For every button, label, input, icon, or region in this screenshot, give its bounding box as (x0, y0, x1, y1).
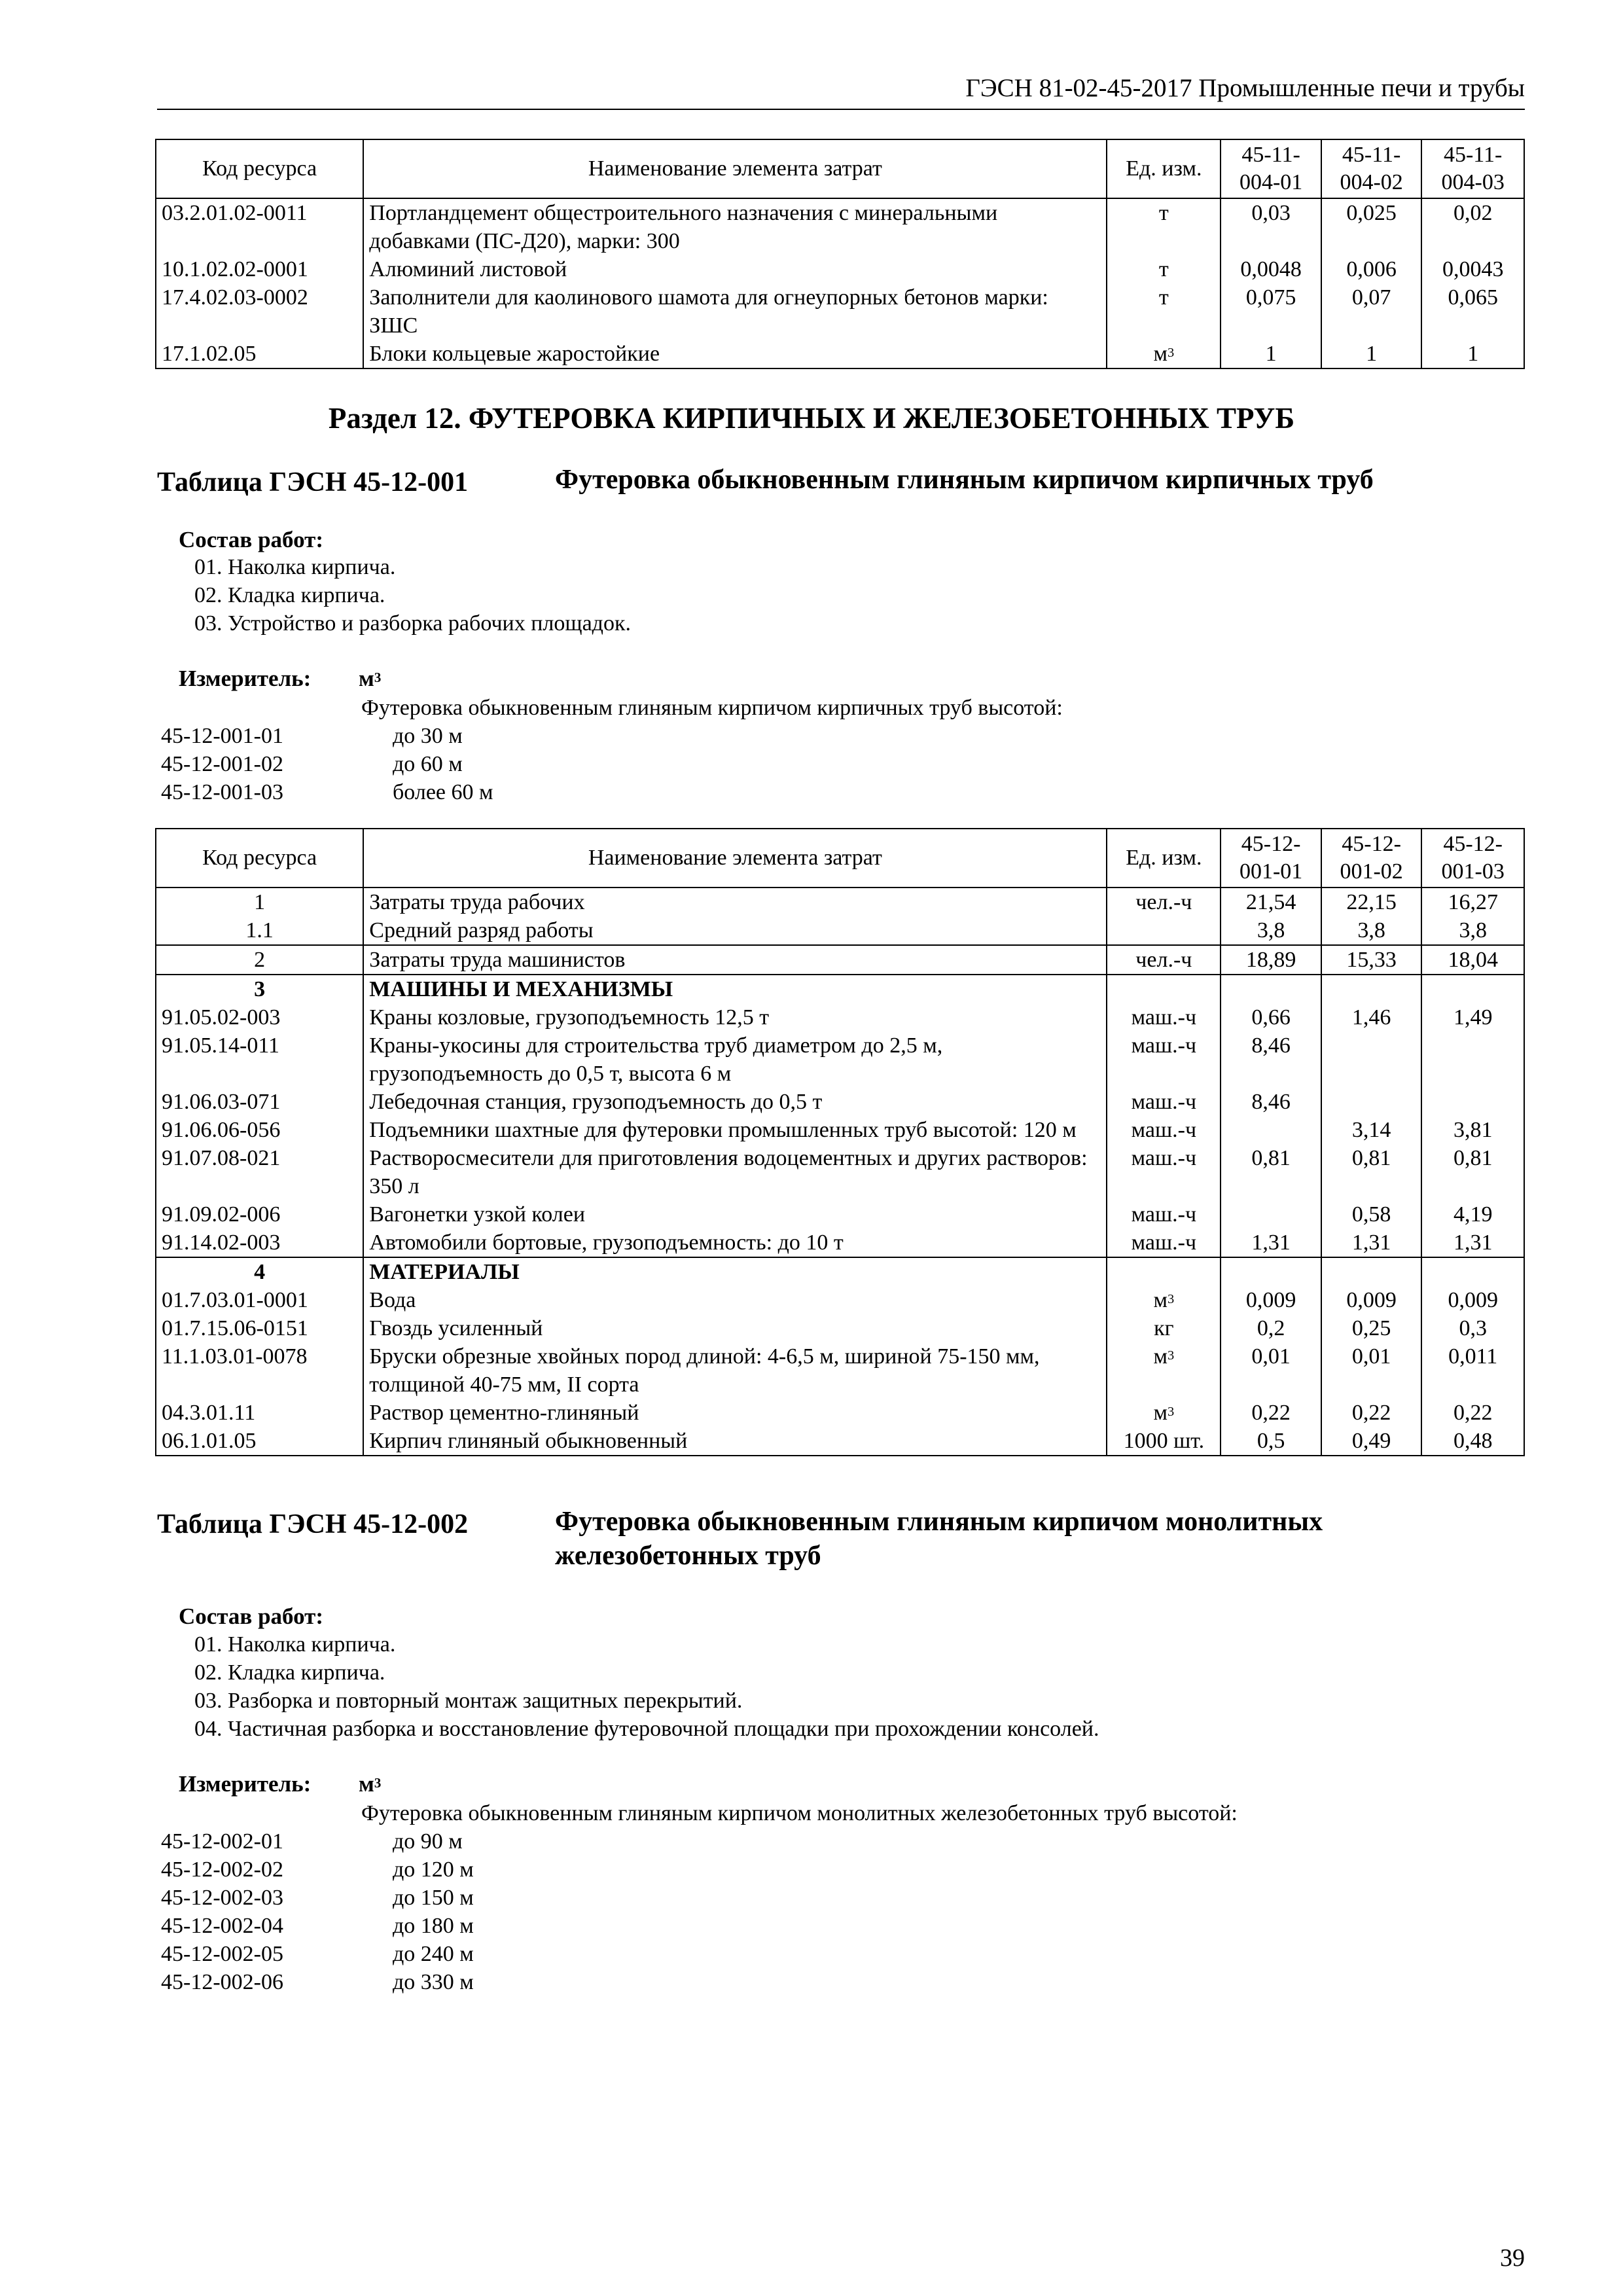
cell-value: 1,31 (1421, 1229, 1524, 1257)
table-row (156, 198, 1524, 255)
table-2-work-item: 01. Наколка кирпича. (194, 1632, 396, 1657)
cell-value: 18,04 (1421, 945, 1524, 975)
cell-value: 0,025 (1321, 198, 1422, 255)
cell-code: 91.06.06-056 (156, 1116, 363, 1144)
norm-text: более 60 м (393, 780, 493, 804)
table-row (156, 1088, 1524, 1116)
norm-text: до 180 м (393, 1914, 474, 1938)
col-header-norm-1: 45-12-001-01 (1221, 829, 1321, 888)
table-1-measure-unit (359, 666, 381, 692)
table-2-work-item: 04. Частичная разборка и восстановление футеровочной площадки при прохождении консолей. (194, 1717, 1099, 1741)
table-2-label: Таблица ГЭСН 45-12-002 (157, 1509, 469, 1539)
cell-value (1321, 975, 1422, 1003)
cell-name: Краны-укосины для строительства труб диаметром до 2,5 м, грузоподъемность до 0,5 т, высота 6 м (363, 1031, 1107, 1088)
col-header-norm-1: 45-11-004-01 (1221, 139, 1321, 198)
cell-value: 0,22 (1221, 1399, 1321, 1427)
cell-value: 1,31 (1321, 1229, 1422, 1257)
cell-value: 0,81 (1421, 1144, 1524, 1200)
cell-name: Блоки кольцевые жаростойкие (363, 340, 1107, 368)
cell-name: Краны козловые, грузоподъемность 12,5 т (363, 1003, 1107, 1031)
norm-text: до 150 м (393, 1886, 474, 1910)
table-1-work-item: 03. Устройство и разборка рабочих площадок. (194, 611, 631, 636)
table-1-work-item: 02. Кладка кирпича. (194, 583, 385, 607)
cell-unit (1107, 1399, 1221, 1427)
table-2-name-line-1: Футеровка обыкновенным глиняным кирпичом монолитных (555, 1507, 1323, 1537)
measure-unit-text: м (359, 1771, 374, 1797)
cell-code: 91.05.14-011 (156, 1031, 363, 1088)
cell-value: 0,07 (1321, 283, 1422, 340)
cell-code: 17.4.02.03-0002 (156, 283, 363, 340)
cell-code: 10.1.02.02-0001 (156, 255, 363, 283)
cell-value: 0,81 (1221, 1144, 1321, 1200)
table-1-work-item: 01. Наколка кирпича. (194, 555, 396, 579)
section-title: Раздел 12. ФУТЕРОВКА КИРПИЧНЫХ И ЖЕЛЕЗОБЕТОННЫХ ТРУБ (328, 402, 1295, 435)
cell-value: 18,89 (1221, 945, 1321, 975)
unit-superscript: 3 (1168, 345, 1175, 360)
norm-text: до 120 м (393, 1857, 474, 1882)
cell-value: 3,14 (1321, 1116, 1422, 1144)
cell-value: 0,49 (1321, 1427, 1422, 1456)
cell-value: 8,46 (1221, 1031, 1321, 1088)
unit-text: м (1153, 1344, 1168, 1369)
cell-code: 91.05.02-003 (156, 1003, 363, 1031)
cell-value: 16,27 (1421, 888, 1524, 916)
cell-unit: чел.-ч (1107, 888, 1221, 916)
cell-name: Средний разряд работы (363, 916, 1107, 945)
table-2-measure-unit (359, 1771, 381, 1797)
table-row (156, 1031, 1524, 1088)
cell-code: 91.14.02-003 (156, 1229, 363, 1257)
cell-value: 1,49 (1421, 1003, 1524, 1031)
cell-value: 1,46 (1321, 1003, 1422, 1031)
cell-value: 0,075 (1221, 283, 1321, 340)
cell-value: 3,8 (1321, 916, 1422, 945)
norm-code: 45-12-001-01 (161, 724, 283, 748)
table-row (156, 945, 1524, 975)
cell-value: 0,0043 (1421, 255, 1524, 283)
cell-value: 0,02 (1421, 198, 1524, 255)
col-header-norm-2: 45-11-004-02 (1321, 139, 1422, 198)
cell-unit (1107, 340, 1221, 368)
measure-unit-superscript: 3 (374, 669, 382, 685)
cell-value: 0,22 (1321, 1399, 1422, 1427)
measure-unit-superscript: 3 (374, 1774, 382, 1791)
cell-value: 0,66 (1221, 1003, 1321, 1031)
unit-text: м (1153, 342, 1168, 366)
cell-value: 0,3 (1421, 1314, 1524, 1342)
unit-superscript: 3 (1168, 1348, 1175, 1363)
cell-code: 11.1.03.01-0078 (156, 1342, 363, 1399)
norm-code: 45-12-001-02 (161, 752, 283, 776)
cell-unit: т (1107, 283, 1221, 340)
cell-unit: маш.-ч (1107, 1116, 1221, 1144)
cell-name: Раствор цементно-глиняный (363, 1399, 1107, 1427)
table-row (156, 888, 1524, 916)
table-row (156, 1200, 1524, 1229)
cell-unit: т (1107, 198, 1221, 255)
cell-code: 01.7.15.06-0151 (156, 1314, 363, 1342)
cell-code: 01.7.03.01-0001 (156, 1286, 363, 1314)
table-2-description: Футеровка обыкновенным глиняным кирпичом монолитных железобетонных труб высотой: (361, 1801, 1238, 1825)
col-header-name: Наименование элемента затрат (363, 139, 1107, 198)
norm-text: до 60 м (393, 752, 463, 776)
cell-unit (1107, 916, 1221, 945)
unit-text: м (1153, 1401, 1168, 1425)
table-2-work-item: 03. Разборка и повторный монтаж защитных перекрытий. (194, 1689, 743, 1713)
page-number: 39 (1500, 2244, 1525, 2272)
table-row (156, 255, 1524, 283)
cell-unit (1107, 1286, 1221, 1314)
cell-code: 3 (156, 975, 363, 1003)
table-1-measure-label: Измеритель: (179, 666, 312, 691)
cell-value: 3,8 (1221, 916, 1321, 945)
norm-text: до 240 м (393, 1942, 474, 1966)
unit-superscript: 3 (1168, 1404, 1175, 1419)
table-1-name: Футеровка обыкновенным глиняным кирпичом кирпичных труб (555, 465, 1374, 495)
table-2-measure-label: Измеритель: (179, 1771, 312, 1797)
table-row (156, 1314, 1524, 1342)
table-1-label: Таблица ГЭСН 45-12-001 (157, 467, 469, 497)
norm-code: 45-12-002-06 (161, 1970, 283, 1994)
norm-code: 45-12-002-03 (161, 1886, 283, 1910)
table-header-row (156, 829, 1524, 888)
table-header-row (156, 139, 1524, 198)
cell-code: 1.1 (156, 916, 363, 945)
table-row (156, 1257, 1524, 1286)
norm-text: до 30 м (393, 724, 463, 748)
cell-value (1221, 975, 1321, 1003)
cell-value: 3,81 (1421, 1116, 1524, 1144)
cell-value (1221, 1257, 1321, 1286)
resource-table-45-11-004 (155, 139, 1525, 369)
cell-value: 0,006 (1321, 255, 1422, 283)
cell-unit: маш.-ч (1107, 1031, 1221, 1088)
cell-value: 0,2 (1221, 1314, 1321, 1342)
cell-code: 2 (156, 945, 363, 975)
norm-code: 45-12-001-03 (161, 780, 283, 804)
cell-code: 91.06.03-071 (156, 1088, 363, 1116)
header-rule (157, 109, 1525, 110)
norm-code: 45-12-002-04 (161, 1914, 283, 1938)
cell-value: 0,5 (1221, 1427, 1321, 1456)
cell-unit: маш.-ч (1107, 1200, 1221, 1229)
cell-code: 17.1.02.05 (156, 340, 363, 368)
cell-value: 0,009 (1421, 1286, 1524, 1314)
col-header-name: Наименование элемента затрат (363, 829, 1107, 888)
table-row (156, 340, 1524, 368)
cell-unit: маш.-ч (1107, 1003, 1221, 1031)
cell-value (1321, 1257, 1422, 1286)
cell-value: 3,8 (1421, 916, 1524, 945)
col-header-code: Код ресурса (156, 139, 363, 198)
cell-name: Заполнители для каолинового шамота для огнеупорных бетонов марки: ЗШС (363, 283, 1107, 340)
cell-value: 8,46 (1221, 1088, 1321, 1116)
cell-value (1221, 1200, 1321, 1229)
cell-value: 15,33 (1321, 945, 1422, 975)
norm-code: 45-12-002-01 (161, 1829, 283, 1854)
measure-unit-text: м (359, 666, 374, 691)
cell-value (1221, 1116, 1321, 1144)
cell-code: 04.3.01.11 (156, 1399, 363, 1427)
cell-value: 1 (1321, 340, 1422, 368)
cell-value: 0,81 (1321, 1144, 1422, 1200)
table-row (156, 1003, 1524, 1031)
cell-value: 0,25 (1321, 1314, 1422, 1342)
cell-unit: маш.-ч (1107, 1229, 1221, 1257)
cell-unit (1107, 1342, 1221, 1399)
table-row (156, 1427, 1524, 1456)
col-header-norm-3: 45-12-001-03 (1421, 829, 1524, 888)
cell-code: 4 (156, 1257, 363, 1286)
cell-unit: маш.-ч (1107, 1144, 1221, 1200)
cell-value: 0,011 (1421, 1342, 1524, 1399)
cell-name: Бруски обрезные хвойных пород длиной: 4-6,5 м, шириной 75-150 мм, толщиной 40-75 мм, II сорта (363, 1342, 1107, 1399)
cell-value: 21,54 (1221, 888, 1321, 916)
cell-value: 1,31 (1221, 1229, 1321, 1257)
col-header-unit: Ед. изм. (1107, 829, 1221, 888)
col-header-norm-3: 45-11-004-03 (1421, 139, 1524, 198)
table-row (156, 1144, 1524, 1200)
cell-code: 03.2.01.02-0011 (156, 198, 363, 255)
cell-name: Кирпич глиняный обыкновенный (363, 1427, 1107, 1456)
table-row (156, 975, 1524, 1003)
cell-value: 1 (1221, 340, 1321, 368)
cell-value: 0,58 (1321, 1200, 1422, 1229)
table-row (156, 916, 1524, 945)
cell-name: Вагонетки узкой колеи (363, 1200, 1107, 1229)
cell-unit: 1000 шт. (1107, 1427, 1221, 1456)
cell-value: 0,009 (1321, 1286, 1422, 1314)
cell-value: 0,01 (1321, 1342, 1422, 1399)
table-2-works-title: Состав работ: (179, 1604, 323, 1629)
cell-value (1421, 975, 1524, 1003)
resource-table-45-12-001 (155, 828, 1525, 1456)
cell-name: Автомобили бортовые, грузоподъемность: до 10 т (363, 1229, 1107, 1257)
norm-text: до 90 м (393, 1829, 463, 1854)
table-2-work-item: 02. Кладка кирпича. (194, 1660, 385, 1685)
norm-code: 45-12-002-02 (161, 1857, 283, 1882)
cell-value (1421, 1088, 1524, 1116)
cell-name: Вода (363, 1286, 1107, 1314)
cell-value (1321, 1088, 1422, 1116)
cell-value: 1 (1421, 340, 1524, 368)
table-row (156, 1116, 1524, 1144)
cell-unit (1107, 975, 1221, 1003)
cell-code: 06.1.01.05 (156, 1427, 363, 1456)
cell-name: Подъемники шахтные для футеровки промышленных труб высотой: 120 м (363, 1116, 1107, 1144)
cell-value (1321, 1031, 1422, 1088)
cell-value (1421, 1031, 1524, 1088)
cell-name: Затраты труда машинистов (363, 945, 1107, 975)
col-header-unit: Ед. изм. (1107, 139, 1221, 198)
col-header-code: Код ресурса (156, 829, 363, 888)
cell-code: 1 (156, 888, 363, 916)
cell-unit (1107, 1257, 1221, 1286)
cell-unit: т (1107, 255, 1221, 283)
table-2-name (555, 1505, 1524, 1573)
cell-value: 0,48 (1421, 1427, 1524, 1456)
cell-unit: кг (1107, 1314, 1221, 1342)
cell-value: 0,065 (1421, 283, 1524, 340)
cell-value (1421, 1257, 1524, 1286)
table-row (156, 1286, 1524, 1314)
table-row (156, 1229, 1524, 1257)
table-2-name-line-2: железобетонных труб (555, 1541, 821, 1571)
cell-unit: маш.-ч (1107, 1088, 1221, 1116)
table-1-works-title: Состав работ: (179, 527, 323, 552)
cell-code: 91.09.02-006 (156, 1200, 363, 1229)
norm-code: 45-12-002-05 (161, 1942, 283, 1966)
unit-superscript: 3 (1168, 1291, 1175, 1306)
cell-name: МАШИНЫ И МЕХАНИЗМЫ (363, 975, 1107, 1003)
cell-name: Портландцемент общестроительного назначения с минеральными добавками (ПС-Д20), марки: 300 (363, 198, 1107, 255)
cell-value: 0,01 (1221, 1342, 1321, 1399)
cell-value: 22,15 (1321, 888, 1422, 916)
unit-text: м (1153, 1288, 1168, 1312)
cell-value: 0,03 (1221, 198, 1321, 255)
cell-name: Растворосмесители для приготовления водоцементных и других растворов: 350 л (363, 1144, 1107, 1200)
table-row (156, 1399, 1524, 1427)
table-1-description: Футеровка обыкновенным глиняным кирпичом кирпичных труб высотой: (361, 696, 1063, 720)
cell-name: МАТЕРИАЛЫ (363, 1257, 1107, 1286)
cell-name: Алюминий листовой (363, 255, 1107, 283)
table-row (156, 1342, 1524, 1399)
cell-name: Гвоздь усиленный (363, 1314, 1107, 1342)
cell-name: Затраты труда рабочих (363, 888, 1107, 916)
cell-value: 4,19 (1421, 1200, 1524, 1229)
cell-value: 0,22 (1421, 1399, 1524, 1427)
cell-value: 0,0048 (1221, 255, 1321, 283)
norm-text: до 330 м (393, 1970, 474, 1994)
col-header-norm-2: 45-12-001-02 (1321, 829, 1422, 888)
cell-unit: чел.-ч (1107, 945, 1221, 975)
running-header-title: ГЭСН 81-02-45-2017 Промышленные печи и трубы (965, 74, 1525, 102)
table-row (156, 283, 1524, 340)
cell-value: 0,009 (1221, 1286, 1321, 1314)
cell-name: Лебедочная станция, грузоподъемность до 0,5 т (363, 1088, 1107, 1116)
cell-code: 91.07.08-021 (156, 1144, 363, 1200)
